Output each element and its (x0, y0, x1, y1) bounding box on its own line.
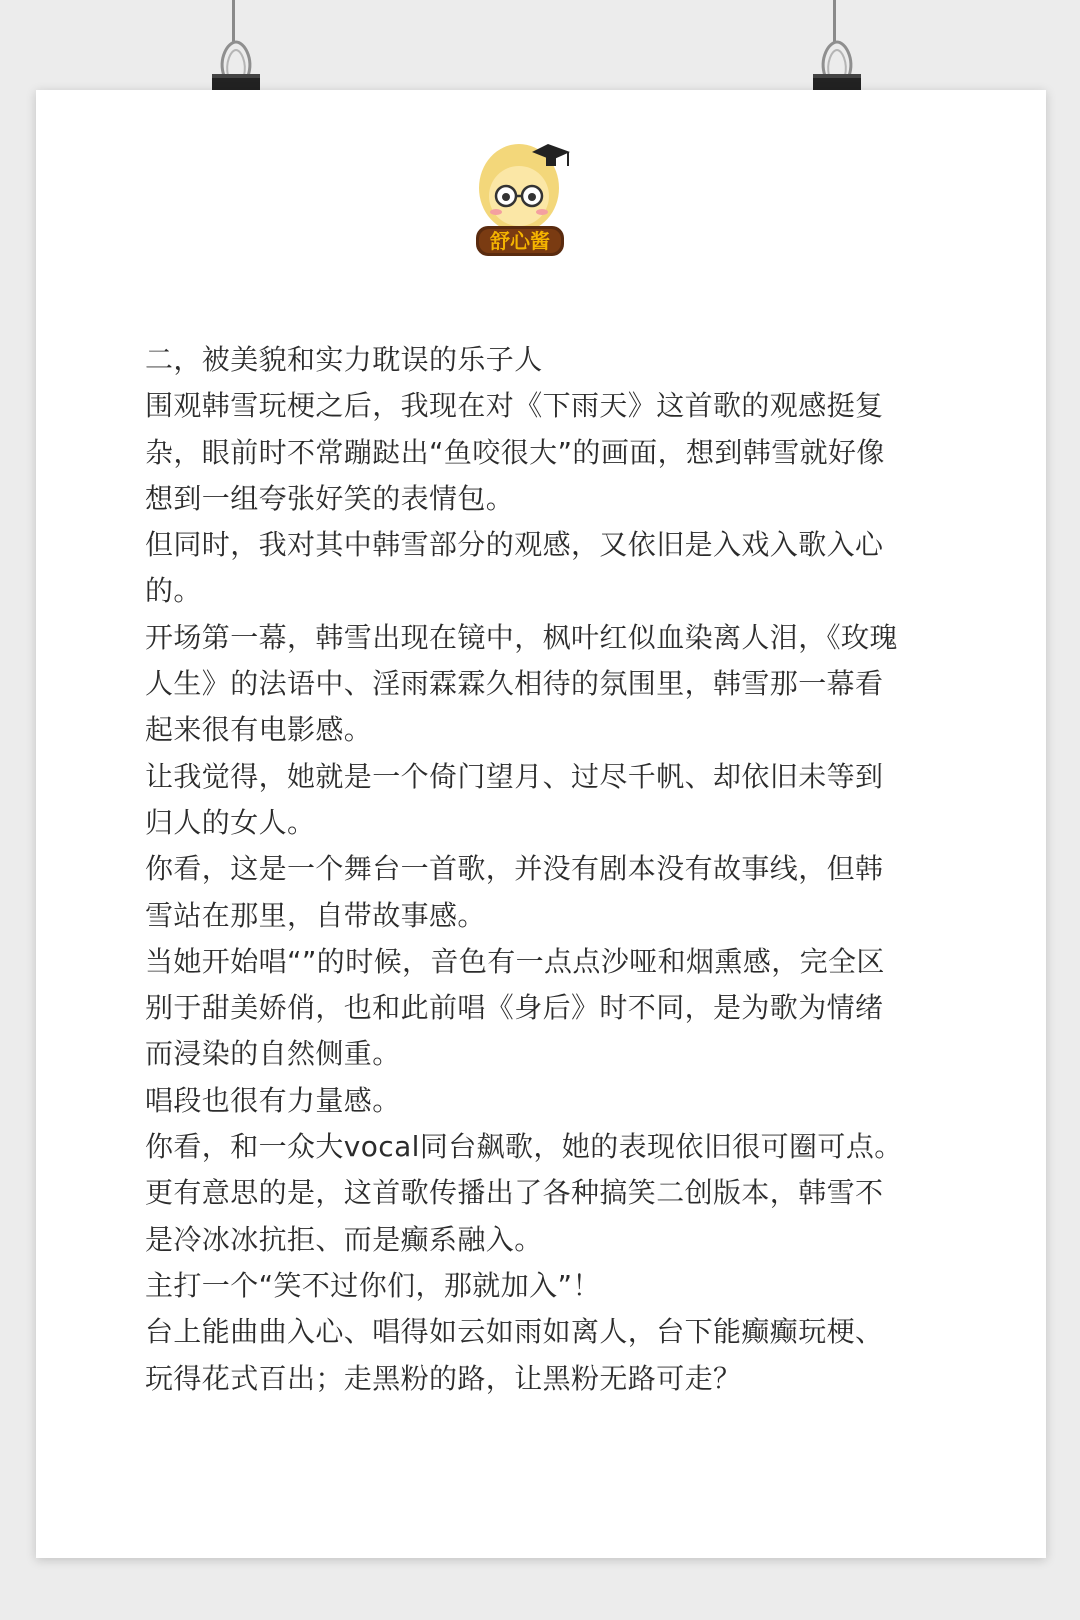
paragraph: 唱段也很有力量感。 (145, 1083, 401, 1117)
paragraph: 围观韩雪玩梗之后，我现在对《下雨天》这首歌的观感挺复杂，眼前时不常蹦跶出“鱼咬很大”的画面，想到韩雪就好像想到一组夸张好笑的表情包。 (145, 389, 885, 515)
paragraph: 当她开始唱“”的时候，音色有一点点沙哑和烟熏感，完全区别于甜美娇俏，也和此前唱《身后》时不同，是为歌为情绪而浸染的自然侧重。 (145, 944, 885, 1071)
paragraph: 你看，这是一个舞台一首歌，并没有剧本没有故事线，但韩雪站在那里，自带故事感。 (145, 852, 884, 932)
article-title: 二，被美貌和实力耽误的乐子人 (145, 343, 543, 376)
logo-text: 舒心酱 (490, 229, 550, 253)
paragraph: 开场第一幕，韩雪出现在镜中，枫叶红似血染离人泪，《玫瑰人生》的法语中、淫雨霖霖久相待的氛围里，韩雪那一幕看起来很有电影感。 (145, 620, 898, 747)
paragraph: 主打一个“笑不过你们，那就加入”！ (145, 1268, 601, 1302)
brand-logo (456, 130, 592, 266)
article-body (145, 337, 905, 1402)
paragraph: 让我觉得，她就是一个倚门望月、过尽千帆、却依旧未等到归人的女人。 (145, 759, 884, 839)
paragraph: 更有意思的是，这首歌传播出了各种搞笑二创版本，韩雪不是冷冰冰抗拒、而是癫系融入。 (145, 1176, 884, 1256)
paragraph: 你看，和一众大vocal同台飙歌，她的表现依旧很可圈可点。 (145, 1130, 903, 1164)
paragraph: 台上能曲曲入心、唱得如云如雨如离人，台下能癫癫玩梗、玩得花式百出；走黑粉的路，让黑粉无路可走？ (145, 1315, 884, 1395)
paragraph: 但同时，我对其中韩雪部分的观感，又依旧是入戏入歌入心的。 (145, 528, 884, 608)
